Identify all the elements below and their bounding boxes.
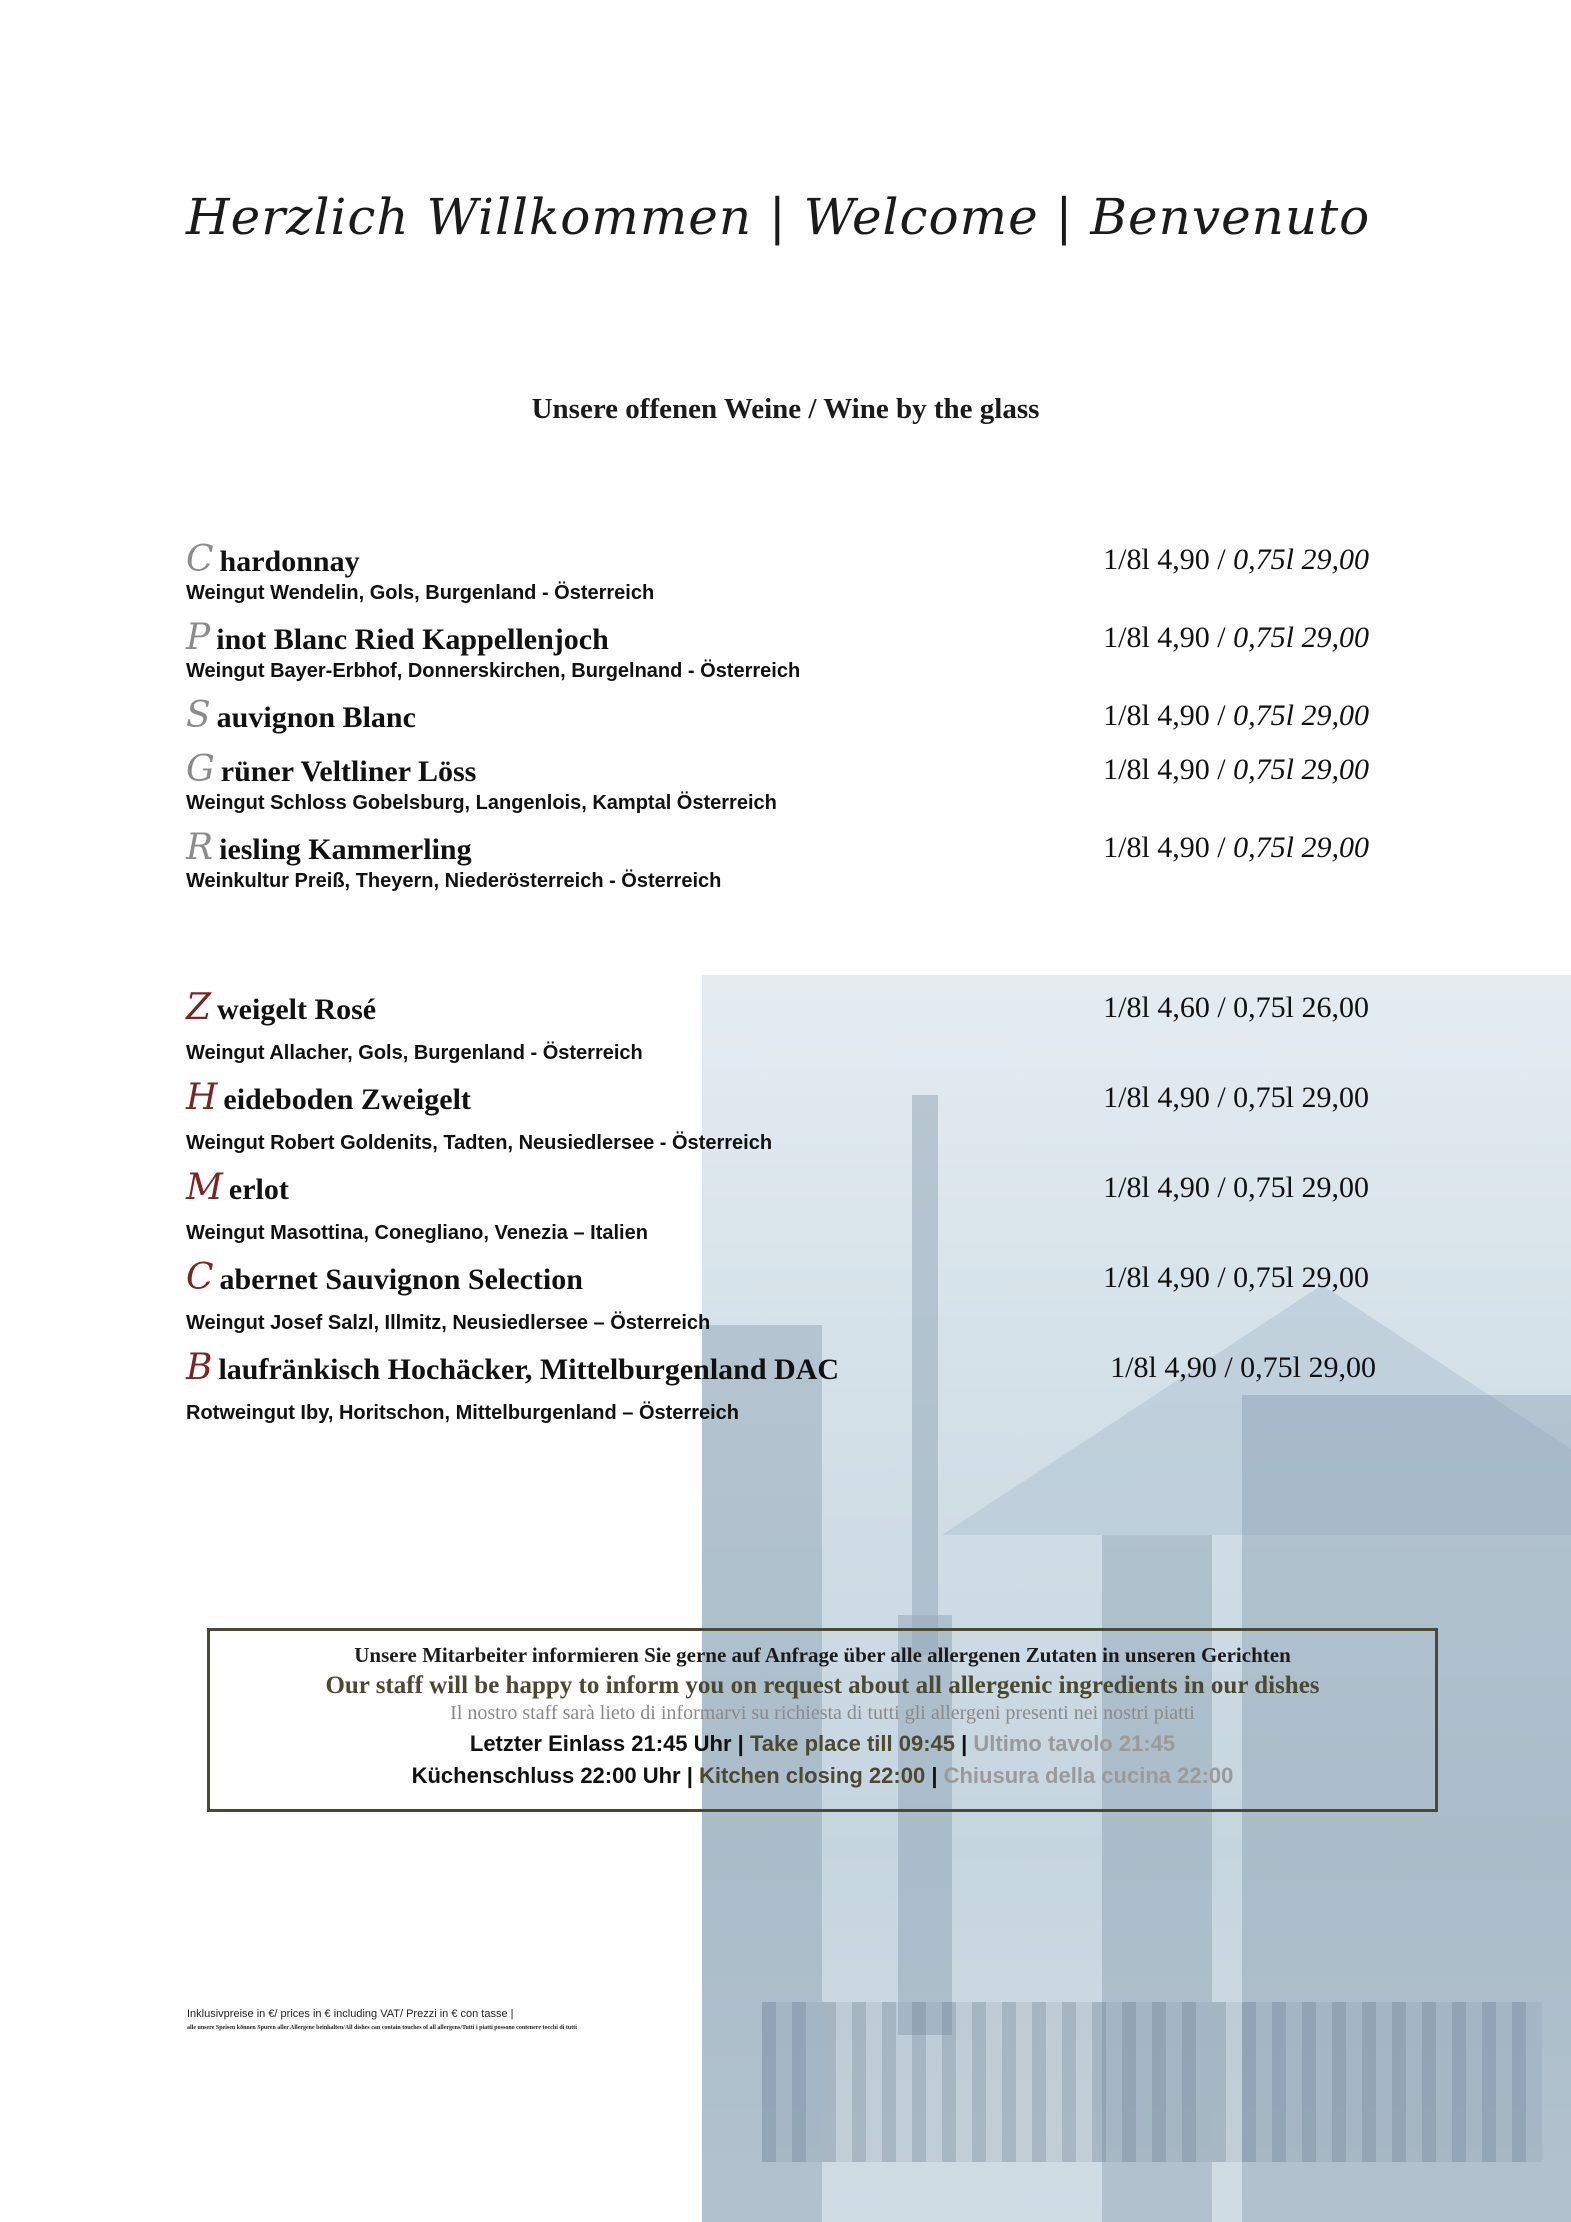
wine-item — [186, 695, 1396, 736]
allergen-footnote: alle unsere Speisen können Spuren aller Allergene beinhalten/All dishes can contain touches of all allergens/Tutti i piatti possono contenere tocchi di tutti — [187, 2025, 577, 2031]
allergen-notice-box — [207, 1628, 1438, 1812]
wine-name: abernet Sauvignon Selection — [219, 1263, 583, 1296]
wine-item — [186, 1077, 1396, 1155]
wine-name: rüner Veltliner Löss — [220, 755, 477, 788]
notice-line-it: Il nostro staff sarà lieto di informarvi su richiesta di tutti gli allergeni presenti nei nostri piatti — [450, 1702, 1195, 1724]
notice-line-en: Our staff will be happy to inform you on request about all allergenic ingredients in our dishes — [325, 1672, 1320, 1699]
wine-producer: Weingut Robert Goldenits, Tadten, Neusiedlersee - Österreich — [186, 1132, 773, 1154]
initial-letter: S — [186, 695, 211, 736]
wine-price: 1/8l 4,90 / 0,75l 29,00 — [1103, 699, 1369, 732]
wine-name: auvignon Blanc — [216, 701, 416, 734]
wine-name: inot Blanc Ried Kappellenjoch — [216, 623, 609, 656]
wine-producer: Weinkultur Preiß, Theyern, Niederösterreich - Österreich — [186, 870, 722, 892]
background-engraving — [702, 975, 1571, 2222]
wine-price: 1/8l 4,90 / 0,75l 29,00 — [1110, 1351, 1376, 1384]
price-footnote: Inklusivpreise in €/ prices in € including VAT/ Prezzi in € con tasse | — [187, 2008, 514, 2020]
wine-name: weigelt Rosé — [217, 993, 377, 1026]
initial-letter: B — [186, 1347, 213, 1388]
wine-item — [186, 987, 1396, 1065]
wine-item — [186, 539, 1396, 605]
wine-item — [186, 1257, 1396, 1335]
notice-line-de: Unsere Mitarbeiter informieren Sie gerne auf Anfrage über alle allergenen Zutaten in unseren Gerichten — [354, 1643, 1291, 1667]
wine-name: hardonnay — [219, 545, 360, 578]
wine-item — [186, 827, 1396, 893]
wine-producer: Weingut Schloss Gobelsburg, Langenlois, Kamptal Österreich — [186, 792, 777, 814]
page-subtitle: Unsere offenen Weine / Wine by the glass — [531, 393, 1040, 425]
wine-item — [186, 1347, 1396, 1425]
wine-price: 1/8l 4,90 / 0,75l 29,00 — [1103, 1261, 1369, 1294]
wine-price: 1/8l 4,90 / 0,75l 29,00 — [1103, 831, 1369, 864]
initial-letter: Z — [186, 987, 212, 1028]
wine-name: laufränkisch Hochäcker, Mittelburgenland DAC — [218, 1353, 840, 1386]
wine-producer: Weingut Masottina, Conegliano, Venezia – Italien — [186, 1222, 648, 1244]
wine-price: 1/8l 4,90 / 0,75l 29,00 — [1103, 621, 1369, 654]
wine-price: 1/8l 4,60 / 0,75l 26,00 — [1103, 991, 1369, 1024]
initial-letter: R — [186, 827, 214, 868]
wine-producer: Rotweingut Iby, Horitschon, Mittelburgenland – Österreich — [186, 1402, 740, 1424]
initial-letter: P — [186, 617, 211, 658]
wine-producer: Weingut Allacher, Gols, Burgenland - Österreich — [186, 1042, 643, 1064]
welcome-heading: Herzlich Willkommen | Welcome | Benvenuto — [186, 188, 1371, 246]
wine-name: eideboden Zweigelt — [223, 1083, 471, 1116]
initial-letter: H — [186, 1077, 218, 1118]
wine-price: 1/8l 4,90 / 0,75l 29,00 — [1103, 1081, 1369, 1114]
wine-price: 1/8l 4,90 / 0,75l 29,00 — [1103, 753, 1369, 786]
wine-name: iesling Kammerling — [219, 833, 472, 866]
wine-producer: Weingut Bayer-Erbhof, Donnerskirchen, Burgelnand - Österreich — [186, 660, 801, 682]
wine-producer: Weingut Wendelin, Gols, Burgenland - Österreich — [186, 582, 655, 604]
wine-item — [186, 1167, 1396, 1245]
initial-letter: M — [186, 1167, 223, 1208]
kitchen-closing-line: Küchenschluss 22:00 Uhr | Kitchen closing 22:00 | Chiusura della cucina 22:00 — [411, 1763, 1234, 1788]
wine-price: 1/8l 4,90 / 0,75l 29,00 — [1103, 1171, 1369, 1204]
initial-letter: C — [186, 1257, 214, 1298]
wine-producer: Weingut Josef Salzl, Illmitz, Neusiedlersee – Österreich — [186, 1312, 711, 1334]
wine-item — [186, 749, 1396, 815]
wine-item — [186, 617, 1396, 683]
wine-price: 1/8l 4,90 / 0,75l 29,00 — [1103, 543, 1369, 576]
last-entry-line: Letzter Einlass 21:45 Uhr | Take place till 09:45 | Ultimo tavolo 21:45 — [469, 1731, 1176, 1756]
initial-letter: C — [186, 539, 214, 580]
initial-letter: G — [186, 749, 215, 790]
wine-name: erlot — [228, 1173, 289, 1206]
